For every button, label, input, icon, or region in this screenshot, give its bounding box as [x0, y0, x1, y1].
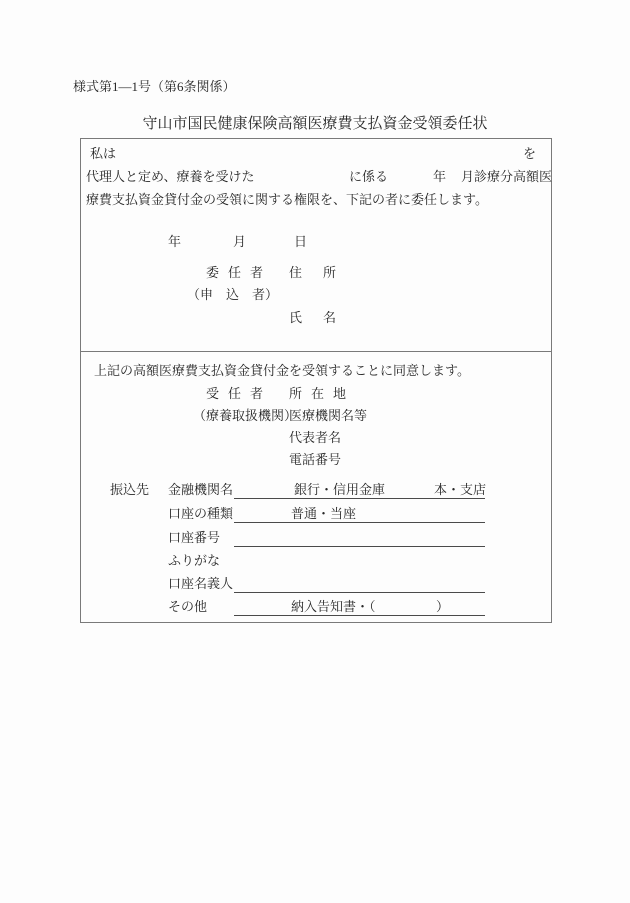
delegation-line2-year-label: 年 — [433, 169, 447, 184]
date-year-label: 年 — [168, 234, 182, 249]
delegator-address-label: 住所 — [289, 265, 358, 280]
section-divider — [81, 351, 551, 352]
account-type-label: 口座の種類 — [168, 506, 234, 521]
other-notice-close-paren: ） — [436, 599, 450, 614]
representative-name-label: 代表者名 — [289, 430, 342, 445]
delegation-line2-part4: 月診療分高額医 — [461, 169, 553, 184]
delegation-line2-part2: に係る — [349, 169, 389, 184]
account-holder-label: 口座名義人 — [168, 576, 234, 591]
financial-institution-label: 金融機関名 — [168, 482, 234, 497]
other-notice-option: 納入告知書・（ — [291, 599, 376, 614]
account-type-fill-line — [234, 506, 485, 523]
date-day-label: 日 — [294, 234, 308, 249]
delegator-name-label: 氏名 — [289, 310, 358, 325]
financial-institution-branch-options: 本・支店 — [434, 482, 487, 497]
date-month-label: 月 — [233, 234, 247, 249]
phone-number-label: 電話番号 — [289, 452, 342, 467]
form-box — [80, 138, 552, 623]
consent-statement: 上記の高額医療費支払資金貸付金を受領することに同意します。 — [94, 363, 470, 378]
other-label: その他 — [168, 599, 208, 614]
delegator-label: 委任者 — [206, 265, 273, 280]
form-title: 守山市国民健康保険高額医療費支払資金受領委任状 — [142, 116, 488, 132]
form-number: 様式第1―1号（第6条関係） — [73, 79, 236, 94]
delegation-line1-end: を — [523, 146, 537, 161]
delegator-sublabel: （申 込 者） — [187, 287, 279, 302]
delegation-line3: 療費支払資金貸付金の受領に関する権限を、下記の者に委任します。 — [86, 192, 488, 207]
account-number-fill-line — [234, 530, 485, 547]
furigana-label: ふりがな — [168, 553, 221, 568]
recipient-sublabel: （療養取扱機関） — [193, 408, 298, 423]
recipient-location-label: 所在地 — [289, 386, 356, 401]
account-holder-fill-line — [234, 576, 485, 593]
account-type-options: 普通・当座 — [291, 506, 357, 521]
institution-name-label: 医療機関名等 — [289, 408, 368, 423]
transfer-section-label: 振込先 — [110, 482, 150, 497]
financial-institution-bank-options: 銀行・信用金庫 — [294, 482, 386, 497]
delegation-line2-part1: 代理人と定め、療養を受けた — [86, 169, 255, 184]
delegation-line1-start: 私は — [90, 146, 117, 161]
account-number-label: 口座番号 — [168, 530, 221, 545]
recipient-label: 受任者 — [206, 386, 273, 401]
